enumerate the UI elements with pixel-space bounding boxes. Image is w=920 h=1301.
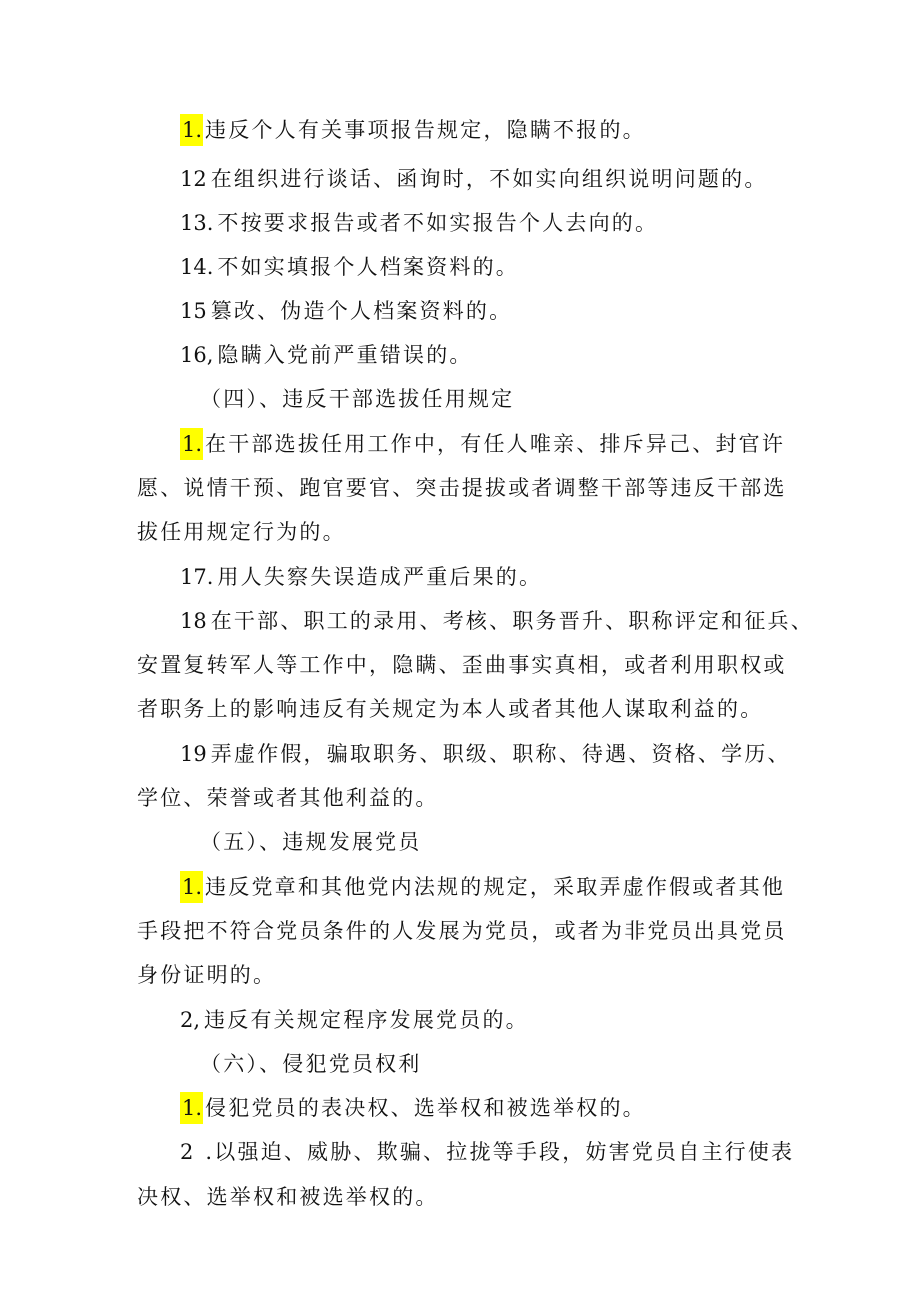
paragraph-text: 弄虚作假，骗取职务、职级、职称、待遇、资格、学历、 — [210, 742, 791, 766]
paragraph-item — [0, 422, 920, 466]
paragraph-text: 愿、说情干预、跑官要官、突击提拔或者调整干部等违反干部选 — [137, 476, 787, 500]
paragraph-text: 不按要求报告或者不如实报告个人去向的。 — [217, 211, 659, 235]
section-heading-text: （六）、侵犯党员权利 — [200, 1052, 422, 1076]
paragraph-text: 违反个人有关事项报告规定，隐瞒不报的。 — [205, 118, 646, 142]
paragraph-text: 拔任用规定行为的。 — [137, 520, 346, 544]
paragraph-text: 隐瞒入党前严重错误的。 — [217, 343, 473, 367]
section-heading — [0, 820, 920, 864]
paragraph-text: 在干部选拔任用工作中，有任人唯亲、排斥异己、封官许 — [205, 432, 786, 456]
paragraph-item — [0, 555, 920, 599]
paragraph-item — [0, 245, 920, 289]
paragraph-continuation — [0, 776, 920, 820]
item-number: 16, — [180, 343, 214, 367]
highlighted-number: 1. — [180, 1092, 203, 1124]
paragraph-text: 不如实填报个人档案资料的。 — [217, 255, 520, 279]
paragraph-continuation — [0, 466, 920, 510]
paragraph-item — [0, 732, 920, 776]
item-number: 18 — [180, 609, 207, 633]
paragraph-item — [0, 333, 920, 377]
item-number: 15 — [180, 299, 207, 323]
item-number: 2, — [180, 1008, 201, 1032]
highlighted-number: 1. — [180, 871, 203, 903]
section-heading — [0, 377, 920, 421]
paragraph-text: 违反有关规定程序发展党员的。 — [204, 1008, 529, 1032]
paragraph-text: .以强迫、威胁、欺骗、拉拢等手段，妨害党员自主行使表 — [205, 1140, 795, 1164]
highlighted-number: 1. — [180, 114, 203, 146]
paragraph-continuation — [0, 909, 920, 953]
paragraph-continuation — [0, 1175, 920, 1219]
paragraph-text: 违反党章和其他党内法规的规定，采取弄虚作假或者其他 — [205, 875, 786, 899]
paragraph-item — [0, 1130, 920, 1174]
item-number: 13. — [180, 211, 214, 235]
paragraph-text: 手段把不符合党员条件的人发展为党员，或者为非党员出具党员 — [137, 919, 787, 943]
paragraph-continuation — [0, 510, 920, 554]
paragraph-text: 用人失察失误造成严重后果的。 — [217, 565, 543, 589]
item-number: 2 — [180, 1140, 194, 1164]
paragraph-item — [0, 599, 920, 643]
paragraph-item — [0, 289, 920, 333]
paragraph-text: 在干部、职工的录用、考核、职务晋升、职称评定和征兵、 — [210, 609, 814, 633]
paragraph-item — [0, 157, 920, 201]
paragraph-item — [0, 998, 920, 1042]
paragraph-text: 在组织进行谈话、函询时，不如实向组织说明问题的。 — [210, 167, 768, 191]
paragraph-text: 侵犯党员的表决权、选举权和被选举权的。 — [205, 1096, 646, 1120]
paragraph-item — [0, 201, 920, 245]
item-number: 14. — [180, 255, 214, 279]
paragraph-continuation — [0, 643, 920, 687]
section-heading-text: （四）、违反干部选拔任用规定 — [200, 387, 515, 411]
paragraph-text: 安置复转军人等工作中，隐瞒、歪曲事实真相，或者利用职权或 — [137, 653, 787, 677]
paragraph-text: 篡改、伪造个人档案资料的。 — [210, 299, 513, 323]
paragraph-text: 身份证明的。 — [137, 963, 277, 987]
paragraph-text: 者职务上的影响违反有关规定为本人或者其他人谋取利益的。 — [137, 697, 764, 721]
paragraph-continuation — [0, 687, 920, 731]
section-heading-text: （五）、违规发展党员 — [200, 830, 422, 854]
highlighted-number: 1. — [180, 428, 203, 460]
paragraph-text: 决权、选举权和被选举权的。 — [137, 1185, 439, 1209]
paragraph-item — [0, 108, 920, 152]
item-number: 12 — [180, 167, 207, 191]
paragraph-continuation — [0, 953, 920, 997]
paragraph-text: 学位、荣誉或者其他利益的。 — [137, 786, 439, 810]
paragraph-item — [0, 865, 920, 909]
item-number: 17. — [180, 565, 214, 589]
paragraph-item — [0, 1086, 920, 1130]
item-number: 19 — [180, 742, 207, 766]
section-heading — [0, 1042, 920, 1086]
